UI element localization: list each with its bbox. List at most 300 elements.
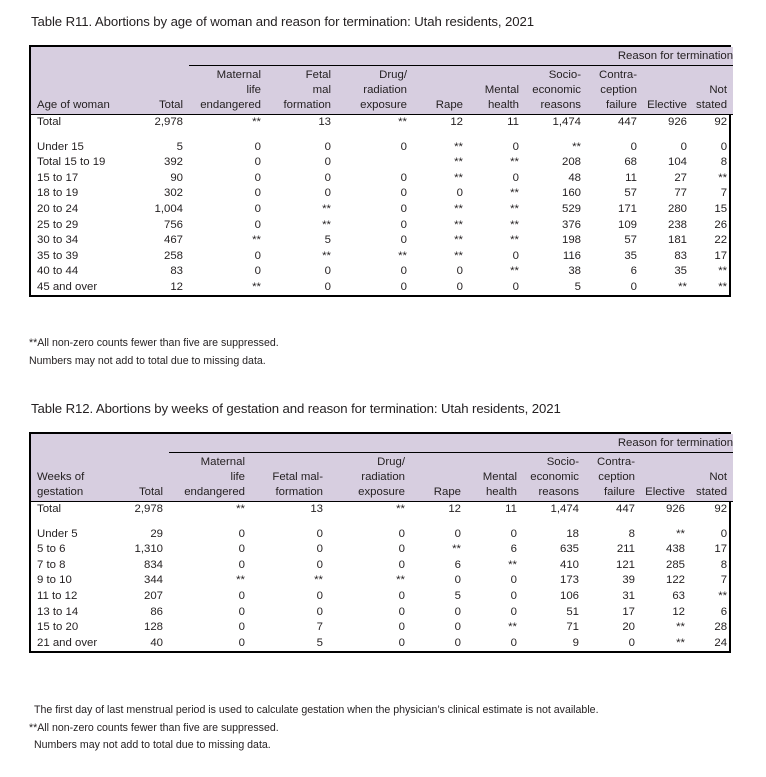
row-cell: 0 xyxy=(238,621,245,634)
colhead-not-stated xyxy=(691,455,733,501)
colhead-line: radiation xyxy=(361,471,405,484)
row-cell: 0 xyxy=(398,558,405,571)
colhead-line: Total xyxy=(158,99,183,112)
row-label: 40 to 44 xyxy=(37,265,79,278)
row-cell: 1,310 xyxy=(134,543,163,556)
colhead-line: stated xyxy=(696,99,728,112)
row-label: 18 to 19 xyxy=(37,187,79,200)
row-cell: 86 xyxy=(150,605,163,618)
row-cell: 57 xyxy=(624,234,637,247)
row-cell: 0 xyxy=(454,636,461,649)
row-cell: 0 xyxy=(512,249,519,262)
table-row xyxy=(31,557,733,573)
row-label: Under 15 xyxy=(37,140,84,153)
colhead-line: Rape xyxy=(433,486,461,499)
colhead-elective xyxy=(643,68,693,114)
row-cell: 1,474 xyxy=(552,116,581,128)
row-cell: ** xyxy=(508,558,517,571)
row-cell: 0 xyxy=(510,636,517,649)
colhead-contraception-failure xyxy=(587,68,643,114)
row-cell: 39 xyxy=(622,574,635,587)
row-cell: ** xyxy=(252,116,261,128)
colhead-line: endangered xyxy=(200,99,261,112)
row-cell: 0 xyxy=(680,140,687,153)
row-cell: 0 xyxy=(324,171,331,184)
span-spacer-cell xyxy=(31,434,117,451)
row-cell: 2,978 xyxy=(154,116,183,128)
table-row xyxy=(31,542,733,558)
colhead-line: Contra- xyxy=(599,69,637,81)
table-row xyxy=(31,635,733,651)
row-cell: 7 xyxy=(316,621,323,634)
table-r12-head xyxy=(31,434,733,501)
colhead-maternal-life-endangered xyxy=(169,455,251,501)
table-total-row xyxy=(31,501,733,517)
colhead-line: Elective xyxy=(647,99,687,112)
row-cell: 0 xyxy=(398,605,405,618)
colhead-line: gestation xyxy=(37,486,84,499)
table-row xyxy=(31,264,733,280)
row-cell: ** xyxy=(510,202,519,215)
colhead-line: Total xyxy=(138,486,163,499)
row-cell: ** xyxy=(396,574,405,587)
table-row xyxy=(31,139,733,155)
row-cell: 0 xyxy=(398,636,405,649)
table-r12-body xyxy=(31,501,733,651)
row-cell: 410 xyxy=(559,558,579,571)
span-spacer-cell xyxy=(31,47,135,64)
row-cell: 40 xyxy=(150,636,163,649)
row-cell: 0 xyxy=(324,140,331,153)
row-label: 9 to 10 xyxy=(37,574,72,587)
row-cell: ** xyxy=(454,202,463,215)
row-cell: 5 xyxy=(176,140,183,153)
table-r12-notes xyxy=(29,702,729,755)
row-cell: 0 xyxy=(254,156,261,169)
row-cell: 0 xyxy=(454,621,461,634)
table-row xyxy=(31,202,733,218)
table-r11-span-header: Reason for termination xyxy=(189,47,733,64)
table-r12-span-row xyxy=(31,434,733,451)
table-r12 xyxy=(29,432,734,653)
colhead-line: Fetal mal- xyxy=(272,471,323,484)
row-cell: 0 xyxy=(254,249,261,262)
row-cell: 198 xyxy=(561,234,581,247)
row-cell: 0 xyxy=(398,527,405,540)
row-cell: ** xyxy=(314,574,323,587)
row-cell: 12 xyxy=(450,116,463,128)
row-cell: 0 xyxy=(510,589,517,602)
row-cell: 9 xyxy=(572,636,579,649)
row-cell: 17 xyxy=(714,543,728,556)
row-cell: 0 xyxy=(456,187,463,200)
row-cell: 57 xyxy=(624,187,637,200)
row-cell: ** xyxy=(454,234,463,247)
row-cell: 238 xyxy=(667,218,687,231)
table-note: Numbers may not add to total due to missing data. xyxy=(29,354,266,367)
colhead-line: endangered xyxy=(184,486,245,499)
colhead-line: Elective xyxy=(645,486,685,499)
row-label: Total 15 to 19 xyxy=(37,156,106,169)
row-label: 30 to 34 xyxy=(37,234,79,247)
row-cell: 6 xyxy=(510,543,517,556)
row-cell: 5 xyxy=(574,280,581,293)
row-cell: 447 xyxy=(615,503,635,515)
row-cell: 0 xyxy=(400,202,407,215)
row-cell: 756 xyxy=(163,218,183,231)
row-cell: 90 xyxy=(170,171,183,184)
table-r11 xyxy=(29,45,734,297)
row-cell: ** xyxy=(454,249,463,262)
colhead-elective xyxy=(641,455,691,501)
row-label: Under 5 xyxy=(37,527,78,540)
table-r11-grid xyxy=(31,47,733,295)
table-note: **All non-zero counts fewer than five are suppressed. xyxy=(29,337,279,349)
row-cell: 926 xyxy=(665,503,685,515)
row-cell: 22 xyxy=(714,234,728,247)
row-cell: 8 xyxy=(720,558,728,571)
row-cell: 0 xyxy=(456,280,463,293)
row-cell: 0 xyxy=(254,265,261,278)
row-cell: 0 xyxy=(316,543,323,556)
table-r12-column-headers xyxy=(31,455,733,501)
row-cell: 12 xyxy=(170,280,183,293)
table-row xyxy=(31,589,733,605)
row-cell: 0 xyxy=(398,543,405,556)
colhead-line: Mental xyxy=(482,471,517,484)
row-cell: 0 xyxy=(510,527,517,540)
row-cell: 376 xyxy=(561,218,581,231)
row-cell: ** xyxy=(718,280,728,293)
colhead-age-of-woman xyxy=(31,68,135,114)
row-cell: 71 xyxy=(566,621,579,634)
row-cell: 0 xyxy=(316,527,323,540)
row-cell: ** xyxy=(236,574,245,587)
row-cell: 5 xyxy=(316,636,323,649)
colhead-line: life xyxy=(246,84,261,97)
table-note: The first day of last menstrual period is used to calculate gestation when the physician’s clinical estimate is not available. xyxy=(34,704,599,716)
row-cell: 0 xyxy=(324,280,331,293)
colhead-line: exposure xyxy=(360,99,407,112)
table-row xyxy=(31,155,733,171)
row-cell: 208 xyxy=(561,156,581,169)
colhead-line: Not xyxy=(709,471,728,484)
row-cell: ** xyxy=(322,249,331,262)
colhead-fetal-malformation xyxy=(267,68,337,114)
row-cell: 106 xyxy=(559,589,579,602)
colhead-line: stated xyxy=(696,486,728,499)
colhead-total xyxy=(117,455,169,501)
colhead-line: Socio- xyxy=(546,456,579,468)
table-row xyxy=(31,620,733,636)
row-cell: ** xyxy=(572,140,581,153)
row-cell: ** xyxy=(322,218,331,231)
row-cell: ** xyxy=(252,234,261,247)
row-cell: 392 xyxy=(163,156,183,169)
colhead-line: Age of woman xyxy=(37,99,110,112)
row-cell: 0 xyxy=(400,171,407,184)
colhead-line: reasons xyxy=(538,486,579,499)
row-cell: 926 xyxy=(667,116,687,128)
row-cell: 26 xyxy=(714,218,728,231)
row-cell: 0 xyxy=(238,605,245,618)
table-row xyxy=(31,217,733,233)
row-cell: 0 xyxy=(238,589,245,602)
row-cell: ** xyxy=(252,280,261,293)
row-cell: 6 xyxy=(630,265,637,278)
row-cell: 0 xyxy=(398,621,405,634)
table-row xyxy=(31,186,733,202)
table-r11-title: Table R11. Abortions by age of woman and reason for termination: Utah residents, 2021 xyxy=(31,14,534,29)
row-cell: ** xyxy=(718,265,728,278)
row-cell: 0 xyxy=(454,574,461,587)
table-row xyxy=(31,233,733,249)
colhead-line: Rape xyxy=(435,99,463,112)
row-cell: 31 xyxy=(622,589,635,602)
row-cell: 280 xyxy=(667,202,687,215)
row-label: 13 to 14 xyxy=(37,605,79,618)
row-cell: 0 xyxy=(454,527,461,540)
colhead-socioeconomic-reasons xyxy=(523,455,585,501)
row-cell: 0 xyxy=(324,156,331,169)
table-note: **All non-zero counts fewer than five are suppressed. xyxy=(29,721,279,734)
row-cell: 128 xyxy=(143,621,163,634)
row-cell: 467 xyxy=(163,234,183,247)
colhead-fetal-malformation xyxy=(251,455,329,501)
table-r12-title: Table R12. Abortions by weeks of gestation and reason for termination: Utah residents, 2021 xyxy=(31,401,561,416)
row-cell: 447 xyxy=(617,116,637,128)
row-cell: 104 xyxy=(667,156,687,169)
row-cell: 17 xyxy=(714,249,728,262)
row-cell: 51 xyxy=(566,605,579,618)
table-r11-body xyxy=(31,114,733,295)
row-cell: 12 xyxy=(448,503,461,515)
table-total-row xyxy=(31,114,733,130)
row-cell: 0 xyxy=(316,589,323,602)
row-cell xyxy=(337,155,413,171)
row-cell: 258 xyxy=(163,249,183,262)
row-cell: 0 xyxy=(324,187,331,200)
row-label: 21 and over xyxy=(37,636,98,649)
table-r11-title-block xyxy=(31,14,735,29)
row-cell: 0 xyxy=(254,171,261,184)
row-cell: 0 xyxy=(400,280,407,293)
row-cell: 24 xyxy=(714,636,728,649)
row-cell: ** xyxy=(510,234,519,247)
row-cell: ** xyxy=(676,527,685,540)
span-spacer-cell-2 xyxy=(135,47,189,64)
row-cell: ** xyxy=(398,116,407,128)
row-label: 5 to 6 xyxy=(37,543,66,556)
colhead-drug-radiation-exposure xyxy=(337,68,413,114)
row-cell: 0 xyxy=(454,605,461,618)
row-cell: 0 xyxy=(512,280,519,293)
row-cell: 83 xyxy=(674,249,687,262)
row-cell: 11 xyxy=(505,503,517,515)
row-cell: 109 xyxy=(617,218,637,231)
row-cell: 207 xyxy=(143,589,163,602)
row-label: 15 to 17 xyxy=(37,171,79,184)
colhead-not-stated xyxy=(693,68,733,114)
row-cell: ** xyxy=(508,621,517,634)
row-cell: 6 xyxy=(454,558,461,571)
table-r12-span-header: Reason for termination xyxy=(169,434,733,451)
row-cell: 28 xyxy=(714,621,728,634)
row-label: 7 to 8 xyxy=(37,558,66,571)
row-label: 35 to 39 xyxy=(37,249,79,262)
colhead-line: Not xyxy=(709,84,728,97)
row-cell: 0 xyxy=(400,265,407,278)
row-cell: 0 xyxy=(254,187,261,200)
colhead-rape xyxy=(413,68,469,114)
row-cell: 63 xyxy=(672,589,685,602)
row-cell: 8 xyxy=(720,156,728,169)
colhead-line: Contra- xyxy=(597,456,635,468)
colhead-line: Maternal xyxy=(216,69,261,81)
row-cell: 77 xyxy=(674,187,687,200)
row-cell: 0 xyxy=(456,265,463,278)
row-cell: 834 xyxy=(143,558,163,571)
row-cell: 0 xyxy=(400,218,407,231)
row-cell: 0 xyxy=(238,543,245,556)
row-cell: 5 xyxy=(454,589,461,602)
row-cell: 92 xyxy=(714,503,728,515)
row-cell: 0 xyxy=(510,574,517,587)
row-cell: 0 xyxy=(316,605,323,618)
row-cell: 0 xyxy=(254,202,261,215)
table-r11-head xyxy=(31,47,733,114)
row-cell: ** xyxy=(510,218,519,231)
colhead-line: economic xyxy=(532,84,581,97)
row-label: Total xyxy=(37,503,62,515)
colhead-line: mal xyxy=(312,84,331,97)
row-cell: ** xyxy=(452,543,461,556)
row-cell: ** xyxy=(678,280,687,293)
row-cell: 1,474 xyxy=(550,503,579,515)
row-cell: 11 xyxy=(507,116,519,128)
row-cell: 0 xyxy=(254,218,261,231)
row-cell: 7 xyxy=(720,574,728,587)
colhead-line: health xyxy=(487,99,519,112)
row-cell: 0 xyxy=(398,589,405,602)
table-r12-title-block xyxy=(31,401,735,416)
row-cell: 1,004 xyxy=(154,202,183,215)
row-cell: ** xyxy=(718,589,728,602)
colhead-contraception-failure xyxy=(585,455,641,501)
colhead-line: ception xyxy=(600,84,637,97)
row-label: 25 to 29 xyxy=(37,218,79,231)
table-row xyxy=(31,248,733,264)
colhead-line: Fetal xyxy=(305,69,331,81)
row-cell: 7 xyxy=(720,187,728,200)
row-label: 11 to 12 xyxy=(37,589,78,602)
row-cell: 0 xyxy=(630,140,637,153)
row-label: 20 to 24 xyxy=(37,202,79,215)
colhead-line: Mental xyxy=(484,84,519,97)
colhead-line: life xyxy=(230,471,245,484)
row-cell: 35 xyxy=(674,265,687,278)
colhead-line: Maternal xyxy=(200,456,245,468)
row-cell: ** xyxy=(676,621,685,634)
row-cell: ** xyxy=(322,202,331,215)
row-cell: 20 xyxy=(622,621,635,634)
colhead-line: economic xyxy=(530,471,579,484)
row-cell: 68 xyxy=(624,156,637,169)
row-cell: 0 xyxy=(238,558,245,571)
row-cell: 181 xyxy=(667,234,687,247)
table-row xyxy=(31,170,733,186)
row-cell: 0 xyxy=(510,605,517,618)
colhead-line: formation xyxy=(283,99,331,112)
row-cell: 11 xyxy=(625,171,637,184)
span-spacer-cell-2 xyxy=(117,434,169,451)
row-cell: ** xyxy=(454,218,463,231)
colhead-rape xyxy=(411,455,467,501)
row-cell: 38 xyxy=(568,265,581,278)
row-cell: 92 xyxy=(714,116,728,128)
row-cell: 0 xyxy=(512,140,519,153)
row-cell: ** xyxy=(718,171,728,184)
colhead-line: Drug/ xyxy=(379,69,407,81)
row-cell: 18 xyxy=(566,527,579,540)
row-cell: 344 xyxy=(143,574,163,587)
row-cell: ** xyxy=(454,171,463,184)
colhead-line: reasons xyxy=(540,99,581,112)
table-row xyxy=(31,573,733,589)
row-cell: 121 xyxy=(615,558,635,571)
colhead-line: radiation xyxy=(363,84,407,97)
row-label: 15 to 20 xyxy=(37,621,79,634)
row-cell: 160 xyxy=(561,187,581,200)
row-cell: ** xyxy=(676,636,685,649)
row-cell: 211 xyxy=(616,543,635,556)
colhead-line: failure xyxy=(605,99,637,112)
row-cell: 173 xyxy=(559,574,579,587)
row-cell: 285 xyxy=(665,558,685,571)
row-cell: 529 xyxy=(561,202,581,215)
row-cell: 17 xyxy=(622,605,635,618)
table-r11-column-headers xyxy=(31,68,733,114)
row-cell: ** xyxy=(236,503,245,515)
row-cell: 0 xyxy=(400,140,407,153)
table-row xyxy=(31,604,733,620)
row-cell: 0 xyxy=(628,636,635,649)
row-cell: 171 xyxy=(617,202,637,215)
row-cell: ** xyxy=(454,156,463,169)
colhead-mental-health xyxy=(469,68,525,114)
row-cell: 5 xyxy=(324,234,331,247)
row-cell: 15 xyxy=(714,202,728,215)
row-cell: 27 xyxy=(674,171,687,184)
row-cell: 0 xyxy=(720,527,728,540)
colhead-line: Socio- xyxy=(548,69,581,81)
row-cell: 8 xyxy=(628,527,635,540)
table-r12-grid xyxy=(31,434,733,651)
row-cell: 0 xyxy=(400,187,407,200)
row-cell: 302 xyxy=(163,187,183,200)
table-row xyxy=(31,280,733,296)
row-cell: ** xyxy=(396,503,405,515)
colhead-line: ception xyxy=(598,471,635,484)
row-cell: 83 xyxy=(170,265,183,278)
row-cell: ** xyxy=(510,265,519,278)
colhead-line: formation xyxy=(275,486,323,499)
row-cell: ** xyxy=(510,156,519,169)
row-cell: 0 xyxy=(324,265,331,278)
row-cell: 13 xyxy=(318,116,331,128)
colhead-maternal-life-endangered xyxy=(189,68,267,114)
colhead-mental-health xyxy=(467,455,523,501)
